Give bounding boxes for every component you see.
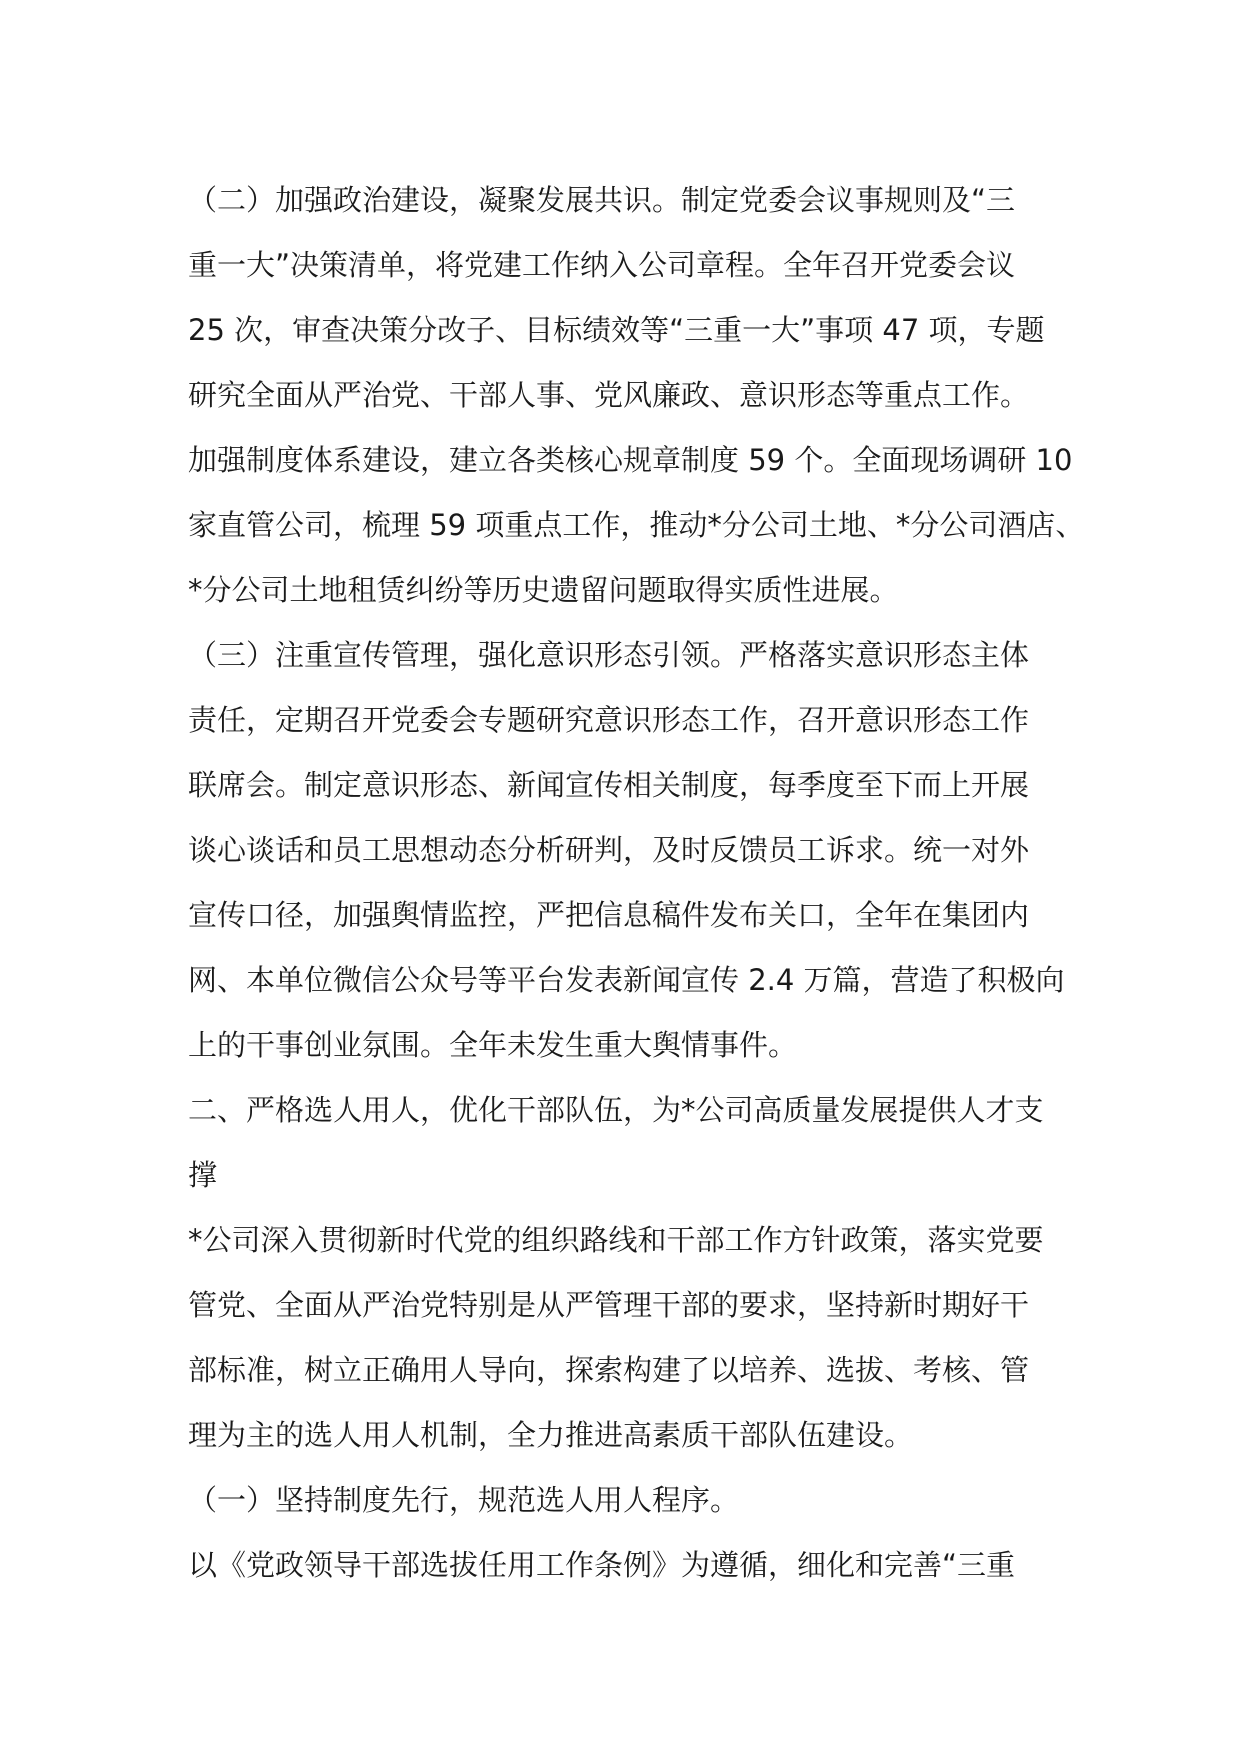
text-line: 责任，定期召开党委会专题研究意识形态工作，召开意识形态工作: [188, 703, 1030, 737]
text-line: 管党、全面从严治党特别是从严管理干部的要求，坚持新时期好干: [188, 1288, 1030, 1322]
text-line: 联席会。制定意识形态、新闻宣传相关制度，每季度至下而上开展: [188, 768, 1030, 802]
text-line: （三）注重宣传管理，强化意识形态引领。严格落实意识形态主体: [188, 638, 1030, 672]
text-line: 研究全面从严治党、干部人事、党风廉政、意识形态等重点工作。: [188, 378, 1030, 412]
text-line: 部标准，树立正确用人导向，探索构建了以培养、选拔、考核、管: [188, 1353, 1030, 1387]
text-line: *公司深入贯彻新时代党的组织路线和干部工作方针政策，落实党要: [188, 1223, 1044, 1257]
text-line: 谈心谈话和员工思想动态分析研判，及时反馈员工诉求。统一对外: [188, 833, 1030, 867]
text-line: 家直管公司，梳理 59 项重点工作，推动*分公司土地、*分公司酒店、: [188, 508, 1085, 542]
text-line: 重一大”决策清单，将党建工作纳入公司章程。全年召开党委会议: [188, 248, 1016, 282]
section-heading: 撑: [188, 1158, 218, 1192]
text-line: （二）加强政治建设，凝聚发展共识。制定党委会议事规则及“三: [188, 183, 1016, 217]
text-line: 理为主的选人用人机制，全力推进高素质干部队伍建设。: [188, 1418, 914, 1452]
text-line: 上的干事创业氛围。全年未发生重大舆情事件。: [188, 1028, 798, 1062]
text-line: *分公司土地租赁纠纷等历史遗留问题取得实质性进展。: [188, 573, 899, 607]
text-line: 加强制度体系建设，建立各类核心规章制度 59 个。全面现场调研 10: [188, 443, 1073, 477]
subsection-heading: （一）坚持制度先行，规范选人用人程序。: [188, 1483, 740, 1517]
text-line: 25 次，审查决策分改子、目标绩效等“三重一大”事项 47 项，专题: [188, 313, 1045, 347]
text-line: 以《党政领导干部选拔任用工作条例》为遵循，细化和完善“三重: [188, 1548, 1016, 1582]
text-line: 网、本单位微信公众号等平台发表新闻宣传 2.4 万篇，营造了积极向: [188, 963, 1065, 997]
text-line: 宣传口径，加强舆情监控，严把信息稿件发布关口，全年在集团内: [188, 898, 1030, 932]
document-body: [188, 168, 1085, 1598]
section-heading: 二、严格选人用人，优化干部队伍，为*公司高质量发展提供人才支: [188, 1093, 1044, 1127]
